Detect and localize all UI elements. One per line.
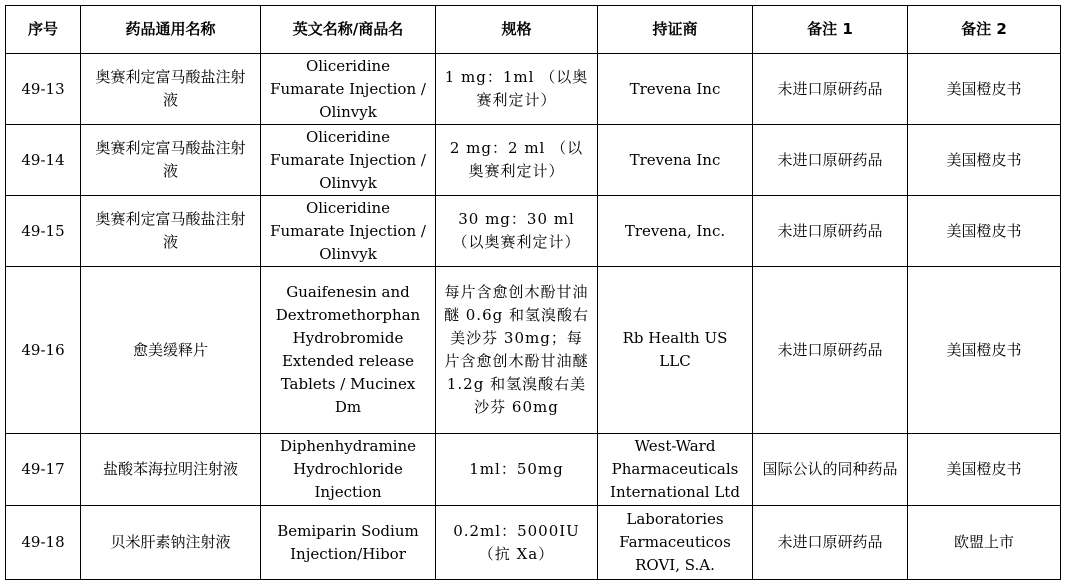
header-no: 序号 <box>6 6 81 54</box>
header-generic-name: 药品通用名称 <box>81 6 261 54</box>
cell-english: Oliceridine Fumarate Injection / Olinvyk <box>261 125 436 196</box>
cell-note2: 欧盟上市 <box>908 506 1061 580</box>
table-header-row <box>6 6 1061 54</box>
cell-note2: 美国橙皮书 <box>908 267 1061 434</box>
cell-note1: 未进口原研药品 <box>753 125 908 196</box>
table-row <box>6 267 1061 434</box>
header-note1: 备注 1 <box>753 6 908 54</box>
header-spec: 规格 <box>436 6 598 54</box>
cell-note2: 美国橙皮书 <box>908 125 1061 196</box>
cell-name: 奥赛利定富马酸盐注射液 <box>81 196 261 267</box>
cell-holder: Trevena Inc <box>598 125 753 196</box>
cell-spec: 2 mg：2 ml （以奥赛利定计） <box>436 125 598 196</box>
table-row <box>6 125 1061 196</box>
cell-note1: 国际公认的同种药品 <box>753 434 908 506</box>
table-row <box>6 54 1061 125</box>
cell-no: 49-15 <box>6 196 81 267</box>
header-english-name: 英文名称/商品名 <box>261 6 436 54</box>
cell-no: 49-14 <box>6 125 81 196</box>
cell-holder: Trevena Inc <box>598 54 753 125</box>
cell-spec: 每片含愈创木酚甘油醚 0.6g 和氢溴酸右美沙芬 30mg；每片含愈创木酚甘油醚 1.2g 和氢溴酸右美沙芬 60mg <box>436 267 598 434</box>
cell-spec: 0.2ml：5000IU （抗 Xa） <box>436 506 598 580</box>
cell-note1: 未进口原研药品 <box>753 54 908 125</box>
cell-english: Bemiparin Sodium Injection/Hibor <box>261 506 436 580</box>
cell-english: Oliceridine Fumarate Injection / Olinvyk <box>261 54 436 125</box>
cell-no: 49-18 <box>6 506 81 580</box>
cell-english: Diphenhydramine Hydrochloride Injection <box>261 434 436 506</box>
header-note2: 备注 2 <box>908 6 1061 54</box>
cell-no: 49-17 <box>6 434 81 506</box>
cell-note1: 未进口原研药品 <box>753 196 908 267</box>
cell-no: 49-13 <box>6 54 81 125</box>
cell-note1: 未进口原研药品 <box>753 267 908 434</box>
cell-note2: 美国橙皮书 <box>908 196 1061 267</box>
drug-table <box>5 5 1061 580</box>
cell-holder: Laboratories Farmaceuticos ROVI, S.A. <box>598 506 753 580</box>
cell-note1: 未进口原研药品 <box>753 506 908 580</box>
table-row <box>6 196 1061 267</box>
table-row <box>6 434 1061 506</box>
cell-no: 49-16 <box>6 267 81 434</box>
table-row <box>6 506 1061 580</box>
cell-name: 贝米肝素钠注射液 <box>81 506 261 580</box>
cell-name: 奥赛利定富马酸盐注射液 <box>81 125 261 196</box>
cell-english: Oliceridine Fumarate Injection / Olinvyk <box>261 196 436 267</box>
cell-spec: 30 mg：30 ml （以奥赛利定计） <box>436 196 598 267</box>
header-holder: 持证商 <box>598 6 753 54</box>
cell-english: Guaifenesin and Dextromethorphan Hydrobromide Extended release Tablets / Mucinex Dm <box>261 267 436 434</box>
cell-holder: Trevena, Inc. <box>598 196 753 267</box>
cell-note2: 美国橙皮书 <box>908 434 1061 506</box>
cell-note2: 美国橙皮书 <box>908 54 1061 125</box>
cell-holder: Rb Health US LLC <box>598 267 753 434</box>
cell-name: 愈美缓释片 <box>81 267 261 434</box>
cell-name: 奥赛利定富马酸盐注射液 <box>81 54 261 125</box>
cell-spec: 1 mg：1ml （以奥赛利定计） <box>436 54 598 125</box>
cell-spec: 1ml：50mg <box>436 434 598 506</box>
cell-name: 盐酸苯海拉明注射液 <box>81 434 261 506</box>
cell-holder: West-Ward Pharmaceuticals International Ltd <box>598 434 753 506</box>
